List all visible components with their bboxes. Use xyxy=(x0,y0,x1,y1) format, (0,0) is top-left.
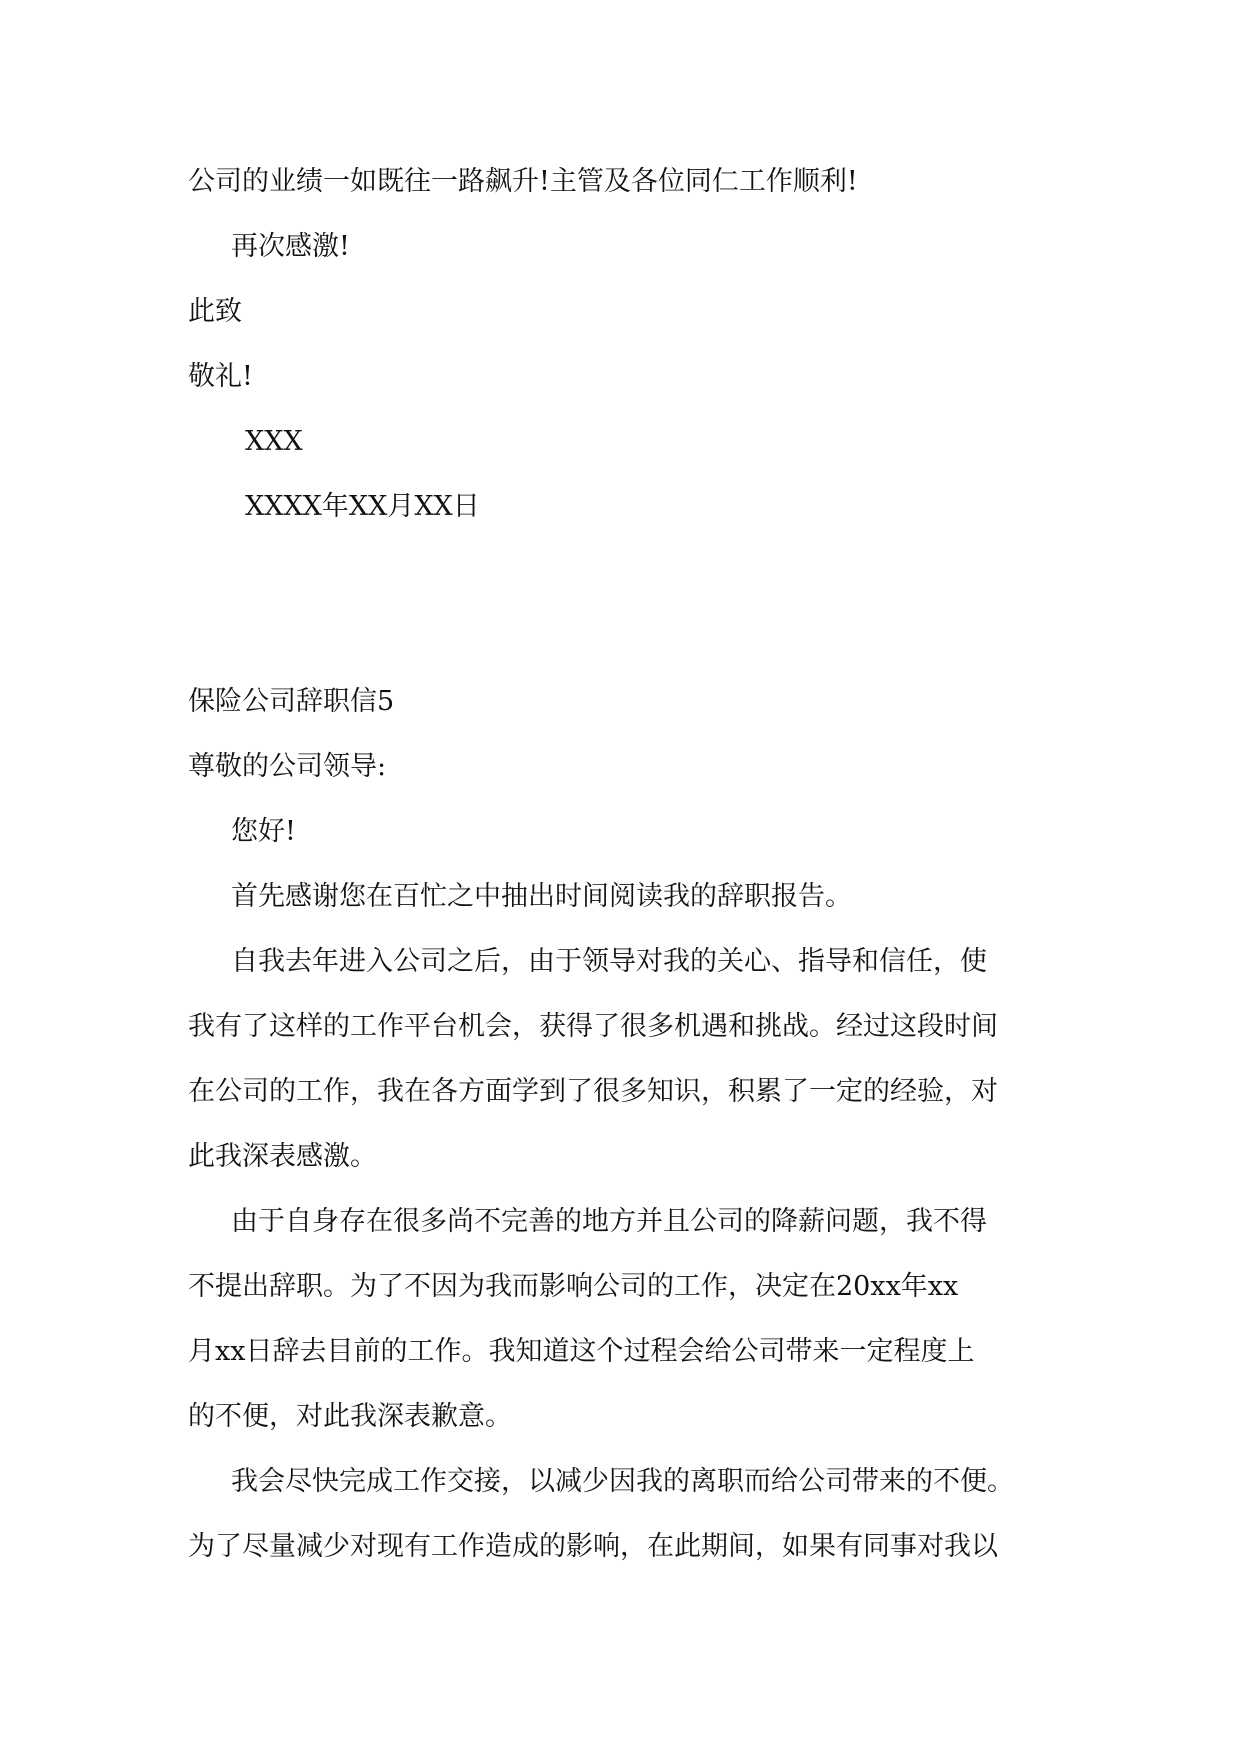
paragraph-3-line: 的不便，对此我深表歉意。 xyxy=(188,1401,512,1432)
paragraph-2-line: 此我深表感激。 xyxy=(188,1141,377,1172)
letter-title: 保险公司辞职信5 xyxy=(188,686,395,717)
recipient: 尊敬的公司领导: xyxy=(188,751,387,782)
closing-wish: 公司的业绩一如既往一路飙升!主管及各位同仁工作顺利! xyxy=(188,166,858,197)
paragraph-2-line: 在公司的工作，我在各方面学到了很多知识，积累了一定的经验，对 xyxy=(188,1076,998,1107)
paragraph-2-line: 我有了这样的工作平台机会，获得了很多机遇和挑战。经过这段时间 xyxy=(188,1011,998,1042)
signature: XXX xyxy=(245,426,303,457)
paragraph-3-line: 不提出辞职。为了不因为我而影响公司的工作，决定在20xx年xx xyxy=(188,1271,959,1302)
paragraph-3-line: 由于自身存在很多尚不完善的地方并且公司的降薪问题，我不得 xyxy=(231,1206,987,1237)
salutation-line-2: 敬礼! xyxy=(188,361,253,392)
signature-date: XXXX年XX月XX日 xyxy=(245,491,480,522)
paragraph-2-line: 自我去年进入公司之后，由于领导对我的关心、指导和信任，使 xyxy=(231,946,987,977)
paragraph-1: 首先感谢您在百忙之中抽出时间阅读我的辞职报告。 xyxy=(231,881,852,912)
paragraph-4-line: 为了尽量减少对现有工作造成的影响，在此期间，如果有同事对我以 xyxy=(188,1531,998,1562)
paragraph-4-line: 我会尽快完成工作交接，以减少因我的离职而给公司带来的不便。 xyxy=(231,1466,1014,1497)
greeting: 您好! xyxy=(231,816,296,847)
salutation-line-1: 此致 xyxy=(188,296,242,327)
thanks-again: 再次感激! xyxy=(231,231,350,262)
paragraph-3-line: 月xx日辞去目前的工作。我知道这个过程会给公司带来一定程度上 xyxy=(188,1336,975,1367)
